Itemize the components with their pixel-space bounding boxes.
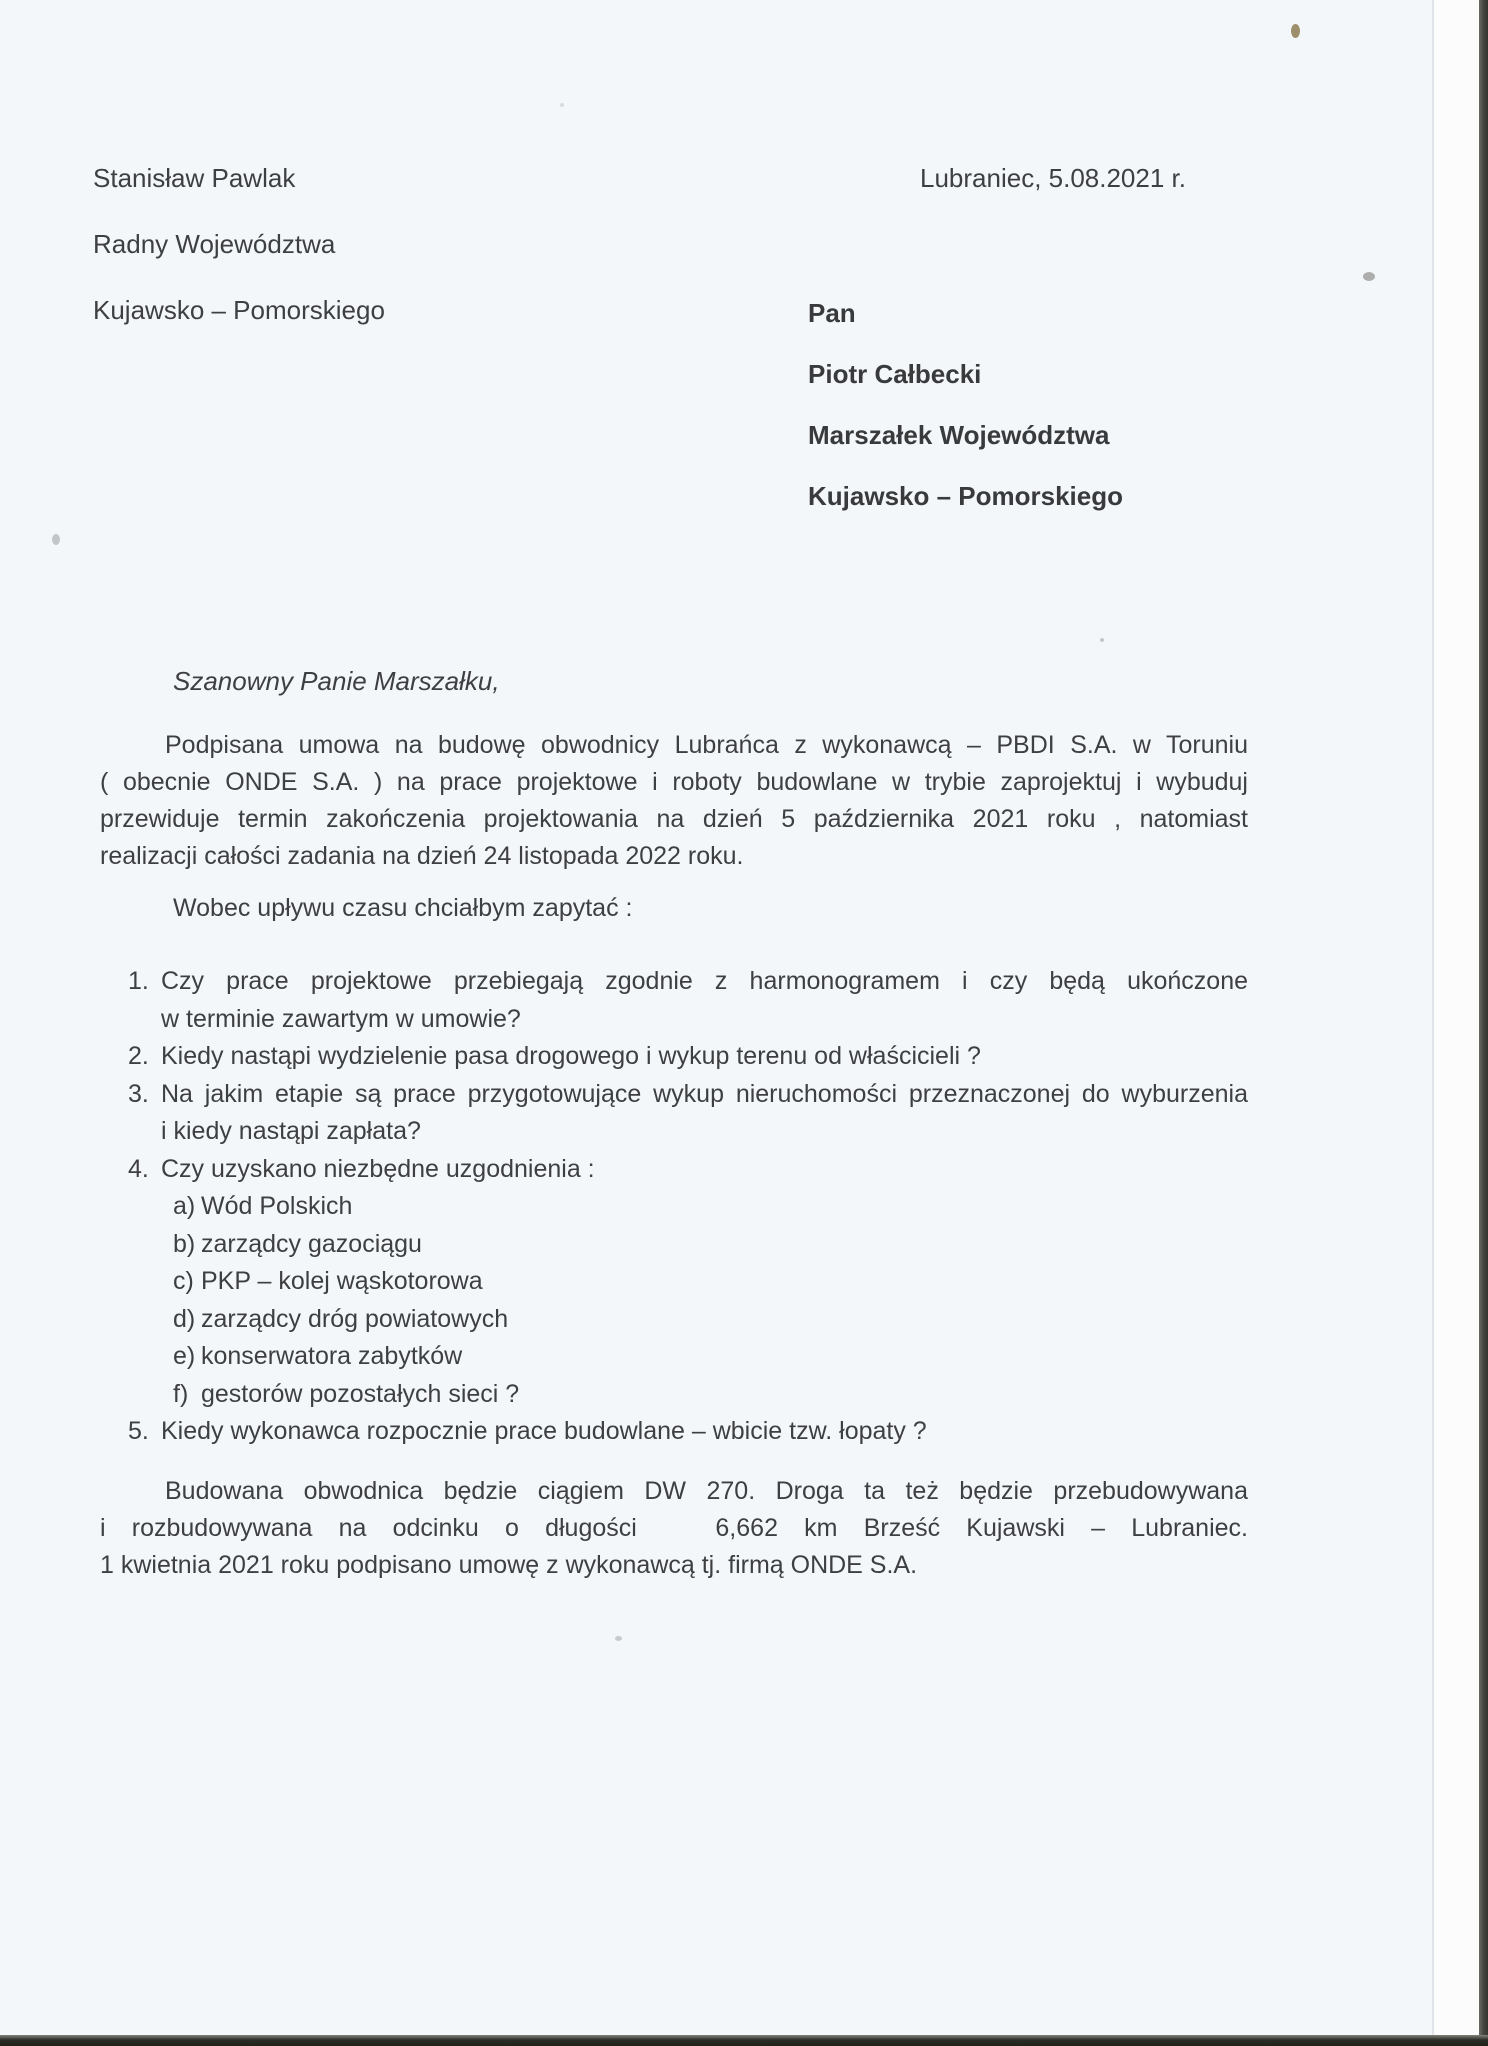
scan-speck: [1100, 638, 1104, 642]
recipient-name: Piotr Całbecki: [808, 359, 982, 389]
paragraph-road: [100, 1473, 1248, 1584]
list-item-continuation: w terminie zawartym w umowie?: [161, 1004, 521, 1033]
sub-list-item-text: Wód Polskich: [201, 1192, 353, 1220]
paragraph-contract: [100, 727, 1248, 875]
sub-list-item-text: gestorów pozostałych sieci ?: [201, 1379, 520, 1408]
list-item: [128, 1076, 1248, 1114]
paragraph-line: Budowana obwodnica będzie ciągiem DW 270. Droga ta też będzie przebudowywana: [165, 1477, 1248, 1505]
sender-block: [93, 160, 385, 358]
sub-list-marker: c): [173, 1267, 194, 1295]
recipient-honorific: Pan: [808, 298, 856, 328]
paragraph-line: realizacji całości zadania na dzień 24 listopada 2022 roku.: [100, 842, 744, 870]
sub-list-item: [128, 1263, 1248, 1301]
list-item-text: Na jakim etapie są prace przygotowujące wykup nieruchomości przeznaczonej do wyburzenia: [161, 1079, 1248, 1108]
paragraph-line: i rozbudowywana na odcinku o długości 6,662 km Brześć Kujawski – Lubraniec.: [100, 1514, 1248, 1542]
paragraph-line: przewiduje termin zakończenia projektowania na dzień 5 października 2021 roku , natomiast: [100, 805, 1248, 833]
sub-list-marker: e): [173, 1342, 196, 1370]
scan-dark-edge-bottom: [0, 2035, 1488, 2046]
paragraph-line: Podpisana umowa na budowę obwodnicy Lubrańca z wykonawcą – PBDI S.A. w Toruniu: [165, 731, 1248, 759]
sub-list-item: [128, 1226, 1248, 1264]
recipient-region: Kujawsko – Pomorskiego: [808, 481, 1123, 511]
sub-list-item: [128, 1376, 1248, 1414]
list-marker: 4.: [128, 1154, 149, 1183]
sender-region: Kujawsko – Pomorskiego: [93, 295, 385, 325]
list-marker: 3.: [128, 1079, 149, 1108]
list-item-text: Kiedy nastąpi wydzielenie pasa drogowego i wykup terenu od właścicieli ?: [161, 1042, 981, 1070]
sub-list-item-text: konserwatora zabytków: [201, 1342, 463, 1370]
paper-right-edge: [1432, 0, 1434, 2046]
questions-lead-in: Wobec upływu czasu chciałbym zapytać :: [173, 894, 633, 922]
sub-list-marker: d): [173, 1304, 196, 1333]
list-item-text: Czy uzyskano niezbędne uzgodnienia :: [161, 1154, 595, 1183]
sub-list-item-text: zarządcy gazociągu: [201, 1229, 422, 1258]
list-marker: 5.: [128, 1417, 149, 1445]
sender-name: Stanisław Pawlak: [93, 163, 296, 193]
sub-list-item: [128, 1338, 1248, 1376]
recipient-title: Marszałek Województwa: [808, 420, 1110, 450]
sub-list-marker: f): [173, 1379, 189, 1408]
sender-title: Radny Województwa: [93, 229, 336, 259]
list-item-text: Kiedy wykonawca rozpocznie prace budowlane – wbicie tzw. łopaty ?: [161, 1417, 927, 1445]
sub-list-item: [128, 1301, 1248, 1339]
sub-list-marker: b): [173, 1229, 196, 1258]
scan-speck: [1291, 24, 1300, 38]
scan-speck: [52, 534, 60, 545]
list-item: [128, 1413, 1248, 1451]
scan-speck: [615, 1636, 622, 1641]
list-marker: 1.: [128, 967, 149, 995]
questions-list: [128, 963, 1248, 1451]
list-item-continuation: i kiedy nastąpi zapłata?: [161, 1117, 421, 1145]
sub-list-item: [128, 1188, 1248, 1226]
recipient-block: [808, 295, 1123, 539]
list-item: [128, 1151, 1248, 1189]
list-item: [128, 963, 1248, 1001]
salutation: Szanowny Panie Marszałku,: [173, 666, 500, 696]
list-marker: 2.: [128, 1042, 149, 1070]
scan-speck: [1363, 272, 1375, 281]
sub-list-item-text: zarządcy dróg powiatowych: [201, 1304, 509, 1333]
place-and-date: Lubraniec, 5.08.2021 r.: [920, 163, 1186, 193]
sub-list-item-text: PKP – kolej wąskotorowa: [201, 1267, 483, 1295]
paragraph-line: 1 kwietnia 2021 roku podpisano umowę z wykonawcą tj. firmą ONDE S.A.: [100, 1551, 918, 1579]
scan-speck: [560, 103, 564, 107]
scan-dark-edge-right: [1479, 0, 1488, 2046]
list-item-text: Czy prace projektowe przebiegają zgodnie z harmonogramem i czy będą ukończone: [161, 967, 1248, 995]
sub-list-marker: a): [173, 1192, 196, 1220]
list-item: [128, 1038, 1248, 1076]
paragraph-line: ( obecnie ONDE S.A. ) na prace projektowe i roboty budowlane w trybie zaprojektuj i wybuduj: [100, 768, 1248, 796]
